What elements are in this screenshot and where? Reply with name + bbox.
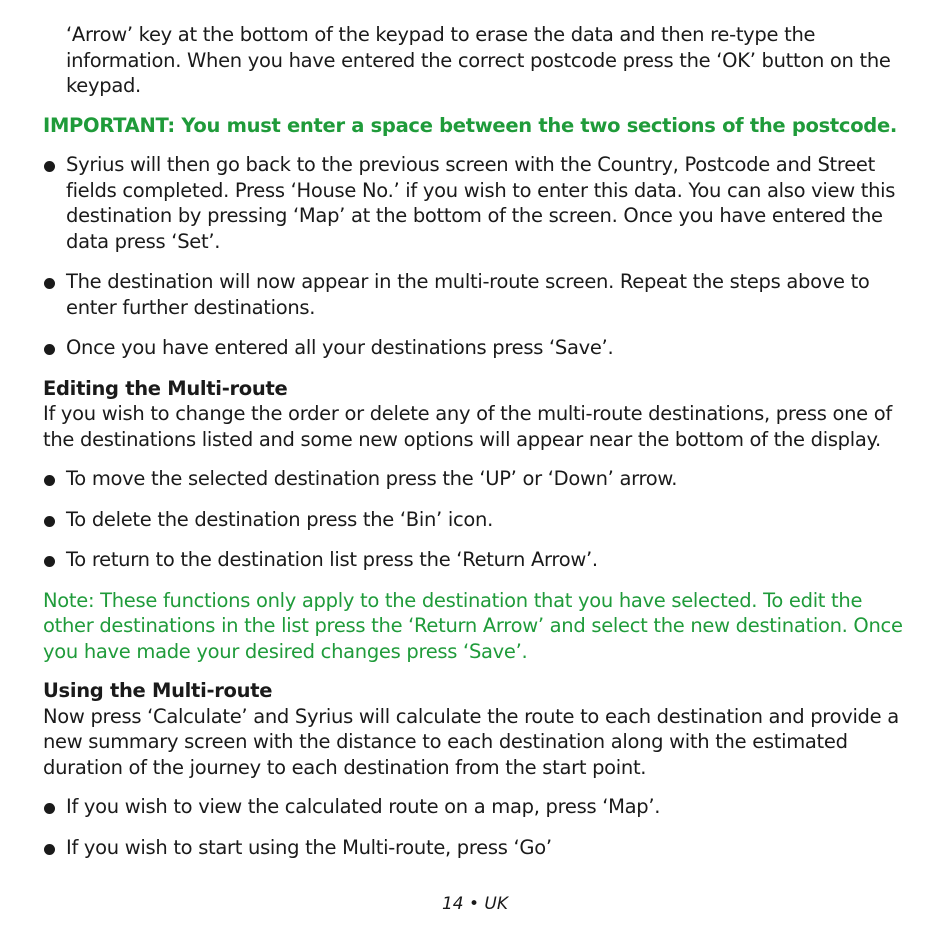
bullet-item [43, 152, 913, 254]
bullet-item [43, 547, 913, 573]
bullet-item [43, 835, 913, 861]
bullet-item [43, 507, 913, 533]
intro-continuation: ‘Arrow’ key at the bottom of the keypad to erase the data and then re-type the information. When you have entered the correct postcode press the ‘OK’ button on the keypad. [66, 23, 891, 97]
bullet-text: The destination will now appear in the multi-route screen. Repeat the steps above to enter further destinations. [66, 270, 870, 319]
bullet-text: If you wish to view the calculated route on a map, press ‘Map’. [66, 795, 661, 818]
bullet-text: Syrius will then go back to the previous screen with the Country, Postcode and Street fields completed. Press ‘House No.’ if you wish to enter this data. You can also view this destination by pressing ‘Map’ at the bottom of the screen. Once you have entered the data press ‘Set’. [66, 153, 896, 253]
editing-body: If you wish to change the order or delete any of the multi-route destinations, press one of the destinations listed and some new options will appear near the bottom of the display. [43, 402, 892, 451]
editing-bullet-list [43, 466, 913, 573]
manual-page [43, 22, 913, 875]
page-number: 14 • UK [441, 894, 509, 914]
important-note: IMPORTANT: You must enter a space between the two sections of the postcode. [43, 113, 897, 137]
using-bullet-list [43, 794, 913, 860]
bullet-dot-icon [44, 844, 55, 855]
using-heading: Using the Multi-route [43, 679, 273, 702]
bullet-text: To move the selected destination press the ‘UP’ or ‘Down’ arrow. [66, 467, 678, 490]
bullet-dot-icon [44, 803, 55, 814]
bullet-dot-icon [44, 161, 55, 172]
bullet-text: To return to the destination list press the ‘Return Arrow’. [66, 548, 598, 571]
bullet-dot-icon [44, 475, 55, 486]
bullet-dot-icon [44, 278, 55, 289]
bullet-item [43, 466, 913, 492]
bullet-dot-icon [44, 556, 55, 567]
editing-note: Note: These functions only apply to the destination that you have selected. To edit the other destinations in the list press the ‘Return Arrow’ and select the new destination. Once you have made your desired changes press ‘Save’. [43, 588, 903, 663]
bullet-text: To delete the destination press the ‘Bin’ icon. [66, 507, 493, 531]
bullet-text: If you wish to start using the Multi-route, press ‘Go’ [66, 835, 552, 859]
bullet-text: Once you have entered all your destinations press ‘Save’. [66, 336, 614, 359]
bullet-item [43, 794, 913, 820]
entry-bullet-list [43, 152, 913, 361]
bullet-item [43, 335, 913, 361]
bullet-dot-icon [44, 516, 55, 527]
editing-heading: Editing the Multi-route [43, 376, 288, 400]
using-body: Now press ‘Calculate’ and Syrius will calculate the route to each destination and provide a new summary screen with the distance to each destination along with the estimated duration of the journey to each destination from the start point. [43, 704, 899, 779]
bullet-dot-icon [44, 344, 55, 355]
bullet-item [43, 269, 913, 320]
